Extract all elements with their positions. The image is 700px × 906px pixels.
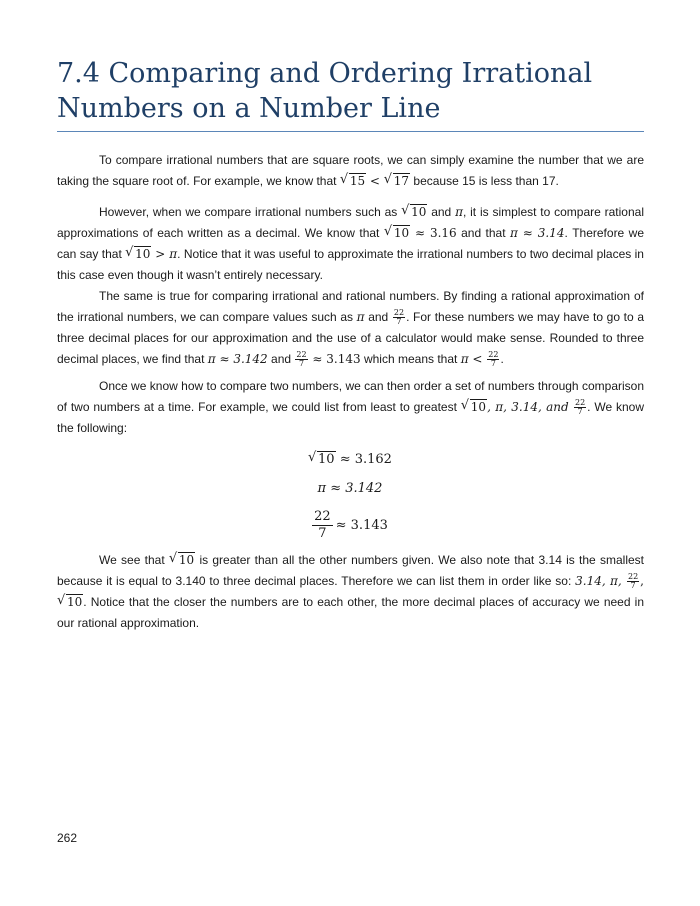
fraction-22-7: $\frac{22}{7}$ [574,398,586,417]
p3-text-c: . For these numbers we may have to go to a three decimal places for our approximation and the use of a calculator would make sense. Rounded to three decimal places, we find that [57,310,644,366]
fraction-22-7: $\frac{22}{7}$ [314,509,331,541]
p4-text-a: Once we know how to compare two numbers, we can then order a set of numbers through comparison of two numbers at a time. For example, we could list from least to greatest [57,379,644,414]
p1-text-a: To compare irrational numbers that are square roots, we can simply examine the number that we are taking the square root of. For example, we know that [57,153,644,188]
pi-less-than: π < [460,352,487,366]
paragraph-1 [57,150,644,192]
p1-text-b: because 15 is less than 17. [410,174,559,188]
paragraph-4 [57,376,644,439]
pi-symbol: π [356,310,365,324]
approx-sqrt10: ≈ 3.16 [410,226,457,240]
greater-than-pi: > π [151,247,178,261]
paragraph-3 [57,286,644,370]
fraction-22-7: $\frac{22}{7}$ [393,308,405,327]
sqrt-10: √ 10 [57,593,83,609]
less-than: < [366,174,384,188]
sqrt-10: √ 10 [308,450,335,467]
sqrt-15: √ 15 [339,172,366,188]
p2-text-c: , it is simplest to compare rational approximations of each written as a decimal. We know that [57,205,644,240]
fraction-22-7: $\frac{22}{7}$ [627,572,639,591]
p5-text-a: We see that [99,553,169,567]
sqrt-17: √ 17 [383,172,410,188]
list-comma: , [640,574,644,588]
fraction-22-7: $\frac{22}{7}$ [296,350,307,369]
p3-text-e: which means that [360,352,461,366]
p2-text-e: . Therefore we can say that [57,226,644,261]
p3-text-b: and [364,310,392,324]
p2-text-f: . Notice that it was useful to approximate the irrational numbers to two decimal places in this case even though it wasn’t entirely necessary. [57,247,644,282]
p5-text-b: is greater than all the other numbers given. We also note that 3.14 is the smallest because it is equal to 3.140 to three decimal places. Therefore we can list them in order like so: [57,553,644,588]
p3-text-a: The same is true for comparing irrational and rational numbers. By finding a rational approximation of the irrational numbers, we can compare values such as [57,289,644,324]
fraction-22-7: $\frac{22}{7}$ [488,350,499,369]
p2-text-b: and [427,205,456,219]
ordered-list: 3.14, π, [575,574,626,588]
equation-fraction [0,509,700,542]
sqrt-10: √ 10 [401,203,427,219]
sqrt-10: √ 10 [125,245,151,261]
list-middle: , π, 3.14, and [487,400,573,414]
p2-text-d: and that [456,226,510,240]
equation-sqrt10 [0,452,700,467]
approx-fraction: ≈ 3.143 [308,352,361,366]
sqrt-10: √ 10 [168,551,195,567]
p3-text-f: . [500,352,504,366]
title-underline [57,131,644,132]
p5-text-c: . Notice that the closer the numbers are to each other, the more decimal places of accuracy we need in our rational approximation. [57,595,644,630]
equation-pi: π ≈ 3.142 [317,481,383,496]
page-number: 262 [57,831,78,845]
approx-pi: π ≈ 3.142 [207,352,268,366]
paragraph-5 [57,550,644,634]
p3-text-d: and [267,352,295,366]
sqrt-10: √ 10 [460,398,487,414]
p2-text-a: However, when we compare irrational numbers such as [99,205,402,219]
paragraph-2 [57,202,644,286]
section-title: 7.4 Comparing and Ordering Irrational Numbers on a Number Line [57,58,593,124]
p4-text-b: . We know the following: [57,400,644,435]
pi-symbol: π [455,205,463,219]
approx-pi: π ≈ 3.14 [509,226,565,240]
eq1-value: ≈ 3.162 [335,452,392,467]
sqrt-10: √ 10 [383,224,410,240]
eq3-value: ≈ 3.143 [335,518,388,533]
